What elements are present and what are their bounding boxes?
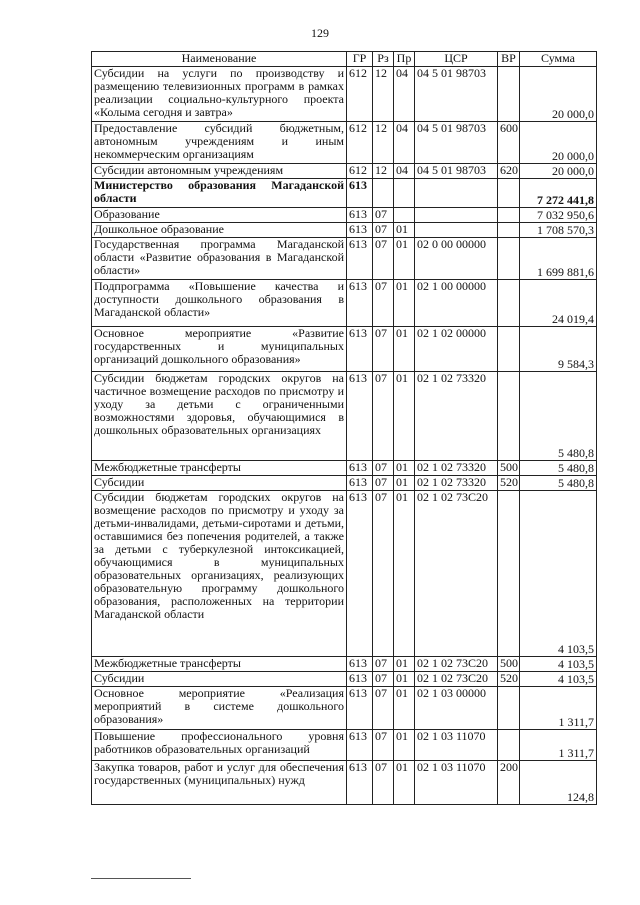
cell-name: Субсидии xyxy=(92,476,347,491)
cell-csr: 02 1 02 73С20 xyxy=(415,491,498,657)
cell-pr: 01 xyxy=(394,223,415,238)
cell-csr xyxy=(415,179,498,208)
col-header-csr: ЦСР xyxy=(415,52,498,67)
cell-rz: 12 xyxy=(373,164,394,179)
col-header-sum: Сумма xyxy=(520,52,597,67)
cell-rz: 07 xyxy=(373,657,394,672)
table-row xyxy=(92,672,597,687)
cell-csr: 02 0 00 00000 xyxy=(415,238,498,280)
cell-rz: 07 xyxy=(373,327,394,372)
cell-csr: 04 5 01 98703 xyxy=(415,122,498,164)
cell-csr: 02 1 03 11070 xyxy=(415,761,498,805)
cell-name: Предоставление субсидий бюджетным, автономным учреждениям и иным некоммерческим организациям xyxy=(92,122,347,164)
cell-name: Субсидии бюджетам городских округов на возмещение расходов по присмотру и уходу за детьми-инвалидами, детьми-сиротами и детьми, оставшимися без попечения родителей, а также за детьми с туберкулезной интоксикацией, обучающимися в муниципальных образовательных организациях, реализующих образовательную программу дошкольного образования, расположенных на территории Магаданской области xyxy=(92,491,347,657)
cell-gr: 613 xyxy=(347,476,373,491)
cell-vr: 620 xyxy=(498,164,520,179)
cell-name: Государственная программа Магаданской области «Развитие образования в Магаданской области» xyxy=(92,238,347,280)
cell-gr: 613 xyxy=(347,372,373,461)
cell-vr: 520 xyxy=(498,672,520,687)
cell-gr: 613 xyxy=(347,761,373,805)
cell-name: Субсидии бюджетам городских округов на частичное возмещение расходов по присмотру и уходу за детьми с ограниченными возможностями здоровья, обучающимися в дошкольных образовательных организациях xyxy=(92,372,347,461)
table-row xyxy=(92,461,597,476)
cell-pr: 01 xyxy=(394,687,415,730)
cell-csr: 02 1 02 00000 xyxy=(415,327,498,372)
table-row xyxy=(92,223,597,238)
table-row xyxy=(92,67,597,122)
cell-sum: 1 311,7 xyxy=(520,687,597,730)
cell-csr: 02 1 00 00000 xyxy=(415,280,498,327)
cell-vr xyxy=(498,208,520,223)
cell-csr: 02 1 03 11070 xyxy=(415,730,498,761)
cell-pr: 01 xyxy=(394,761,415,805)
table-row xyxy=(92,280,597,327)
cell-sum: 1 708 570,3 xyxy=(520,223,597,238)
table-row xyxy=(92,657,597,672)
cell-rz: 07 xyxy=(373,687,394,730)
table-row xyxy=(92,372,597,461)
cell-csr: 02 1 02 73320 xyxy=(415,372,498,461)
cell-vr: 520 xyxy=(498,476,520,491)
cell-sum: 20 000,0 xyxy=(520,67,597,122)
cell-gr: 613 xyxy=(347,461,373,476)
cell-rz xyxy=(373,179,394,208)
table-row xyxy=(92,208,597,223)
cell-sum: 7 272 441,8 xyxy=(520,179,597,208)
cell-name: Основное мероприятие «Развитие государственных и муниципальных организаций дошкольного образования» xyxy=(92,327,347,372)
cell-sum: 4 103,5 xyxy=(520,491,597,657)
cell-vr: 600 xyxy=(498,122,520,164)
cell-sum: 4 103,5 xyxy=(520,657,597,672)
table-row xyxy=(92,730,597,761)
cell-pr: 01 xyxy=(394,372,415,461)
cell-rz: 12 xyxy=(373,67,394,122)
cell-sum: 4 103,5 xyxy=(520,672,597,687)
cell-name: Субсидии xyxy=(92,672,347,687)
table-row xyxy=(92,491,597,657)
cell-pr: 01 xyxy=(394,491,415,657)
cell-name: Закупка товаров, работ и услуг для обеспечения государственных (муниципальных) нужд xyxy=(92,761,347,805)
col-header-gr: ГР xyxy=(347,52,373,67)
cell-pr: 01 xyxy=(394,280,415,327)
col-header-vr: ВР xyxy=(498,52,520,67)
cell-name: Дошкольное образование xyxy=(92,223,347,238)
cell-gr: 613 xyxy=(347,238,373,280)
cell-vr xyxy=(498,223,520,238)
cell-pr: 01 xyxy=(394,657,415,672)
cell-pr: 01 xyxy=(394,730,415,761)
col-header-pr: Пр xyxy=(394,52,415,67)
table-row xyxy=(92,238,597,280)
cell-gr: 613 xyxy=(347,208,373,223)
cell-rz: 12 xyxy=(373,122,394,164)
cell-gr: 613 xyxy=(347,223,373,238)
cell-pr: 04 xyxy=(394,122,415,164)
cell-vr xyxy=(498,67,520,122)
cell-rz: 07 xyxy=(373,280,394,327)
cell-gr: 613 xyxy=(347,280,373,327)
cell-name: Межбюджетные трансферты xyxy=(92,657,347,672)
cell-gr: 613 xyxy=(347,327,373,372)
budget-table xyxy=(91,51,597,805)
cell-vr xyxy=(498,238,520,280)
footer-rule xyxy=(91,878,191,879)
cell-gr: 612 xyxy=(347,122,373,164)
cell-vr xyxy=(498,491,520,657)
table-row xyxy=(92,761,597,805)
cell-name: Подпрограмма «Повышение качества и доступности дошкольного образования в Магаданской области» xyxy=(92,280,347,327)
cell-pr: 01 xyxy=(394,238,415,280)
cell-sum: 5 480,8 xyxy=(520,461,597,476)
cell-vr: 200 xyxy=(498,761,520,805)
table-row xyxy=(92,476,597,491)
cell-rz: 07 xyxy=(373,672,394,687)
cell-vr xyxy=(498,280,520,327)
cell-csr: 02 1 02 73320 xyxy=(415,461,498,476)
cell-csr: 02 1 02 73С20 xyxy=(415,657,498,672)
cell-pr: 01 xyxy=(394,672,415,687)
cell-rz: 07 xyxy=(373,761,394,805)
cell-gr: 613 xyxy=(347,657,373,672)
cell-name: Повышение профессионального уровня работников образовательных организаций xyxy=(92,730,347,761)
col-header-rz: Рз xyxy=(373,52,394,67)
cell-pr: 01 xyxy=(394,461,415,476)
cell-sum: 5 480,8 xyxy=(520,476,597,491)
table-row xyxy=(92,122,597,164)
col-header-name: Наименование xyxy=(92,52,347,67)
cell-vr xyxy=(498,687,520,730)
cell-sum: 20 000,0 xyxy=(520,122,597,164)
table-row xyxy=(92,164,597,179)
cell-gr: 613 xyxy=(347,730,373,761)
cell-rz: 07 xyxy=(373,372,394,461)
cell-name: Образование xyxy=(92,208,347,223)
cell-rz: 07 xyxy=(373,476,394,491)
cell-sum: 124,8 xyxy=(520,761,597,805)
cell-csr xyxy=(415,208,498,223)
cell-pr: 01 xyxy=(394,327,415,372)
cell-csr: 02 1 03 00000 xyxy=(415,687,498,730)
cell-csr: 04 5 01 98703 xyxy=(415,164,498,179)
cell-rz: 07 xyxy=(373,223,394,238)
table-header-row xyxy=(92,52,597,67)
cell-name: Субсидии на услуги по производству и размещению телевизионных программ в рамках реализации социально-культурного проекта «Колыма сегодня и завтра» xyxy=(92,67,347,122)
cell-vr xyxy=(498,730,520,761)
cell-csr xyxy=(415,223,498,238)
cell-csr: 02 1 02 73320 xyxy=(415,476,498,491)
table-body xyxy=(92,67,597,805)
cell-name: Субсидии автономным учреждениям xyxy=(92,164,347,179)
cell-pr: 04 xyxy=(394,164,415,179)
cell-vr xyxy=(498,179,520,208)
table-row xyxy=(92,687,597,730)
cell-gr: 613 xyxy=(347,687,373,730)
cell-gr: 613 xyxy=(347,491,373,657)
cell-gr: 612 xyxy=(347,67,373,122)
cell-csr: 04 5 01 98703 xyxy=(415,67,498,122)
cell-sum: 20 000,0 xyxy=(520,164,597,179)
cell-rz: 07 xyxy=(373,730,394,761)
cell-sum: 24 019,4 xyxy=(520,280,597,327)
cell-vr xyxy=(498,327,520,372)
cell-rz: 07 xyxy=(373,491,394,657)
cell-pr: 01 xyxy=(394,476,415,491)
cell-rz: 07 xyxy=(373,461,394,476)
table-row xyxy=(92,179,597,208)
cell-sum: 5 480,8 xyxy=(520,372,597,461)
cell-pr xyxy=(394,208,415,223)
cell-sum: 1 699 881,6 xyxy=(520,238,597,280)
page-number: 129 xyxy=(311,26,329,40)
cell-gr: 613 xyxy=(347,179,373,208)
table-row xyxy=(92,327,597,372)
cell-vr: 500 xyxy=(498,461,520,476)
cell-vr: 500 xyxy=(498,657,520,672)
cell-sum: 7 032 950,6 xyxy=(520,208,597,223)
cell-rz: 07 xyxy=(373,208,394,223)
cell-name: Основное мероприятие «Реализация мероприятий в системе дошкольного образования» xyxy=(92,687,347,730)
cell-sum: 9 584,3 xyxy=(520,327,597,372)
cell-rz: 07 xyxy=(373,238,394,280)
cell-pr: 04 xyxy=(394,67,415,122)
cell-pr xyxy=(394,179,415,208)
cell-name: Межбюджетные трансферты xyxy=(92,461,347,476)
cell-csr: 02 1 02 73С20 xyxy=(415,672,498,687)
cell-gr: 613 xyxy=(347,672,373,687)
cell-name: Министерство образования Магаданской области xyxy=(92,179,347,208)
cell-vr xyxy=(498,372,520,461)
cell-gr: 612 xyxy=(347,164,373,179)
cell-sum: 1 311,7 xyxy=(520,730,597,761)
